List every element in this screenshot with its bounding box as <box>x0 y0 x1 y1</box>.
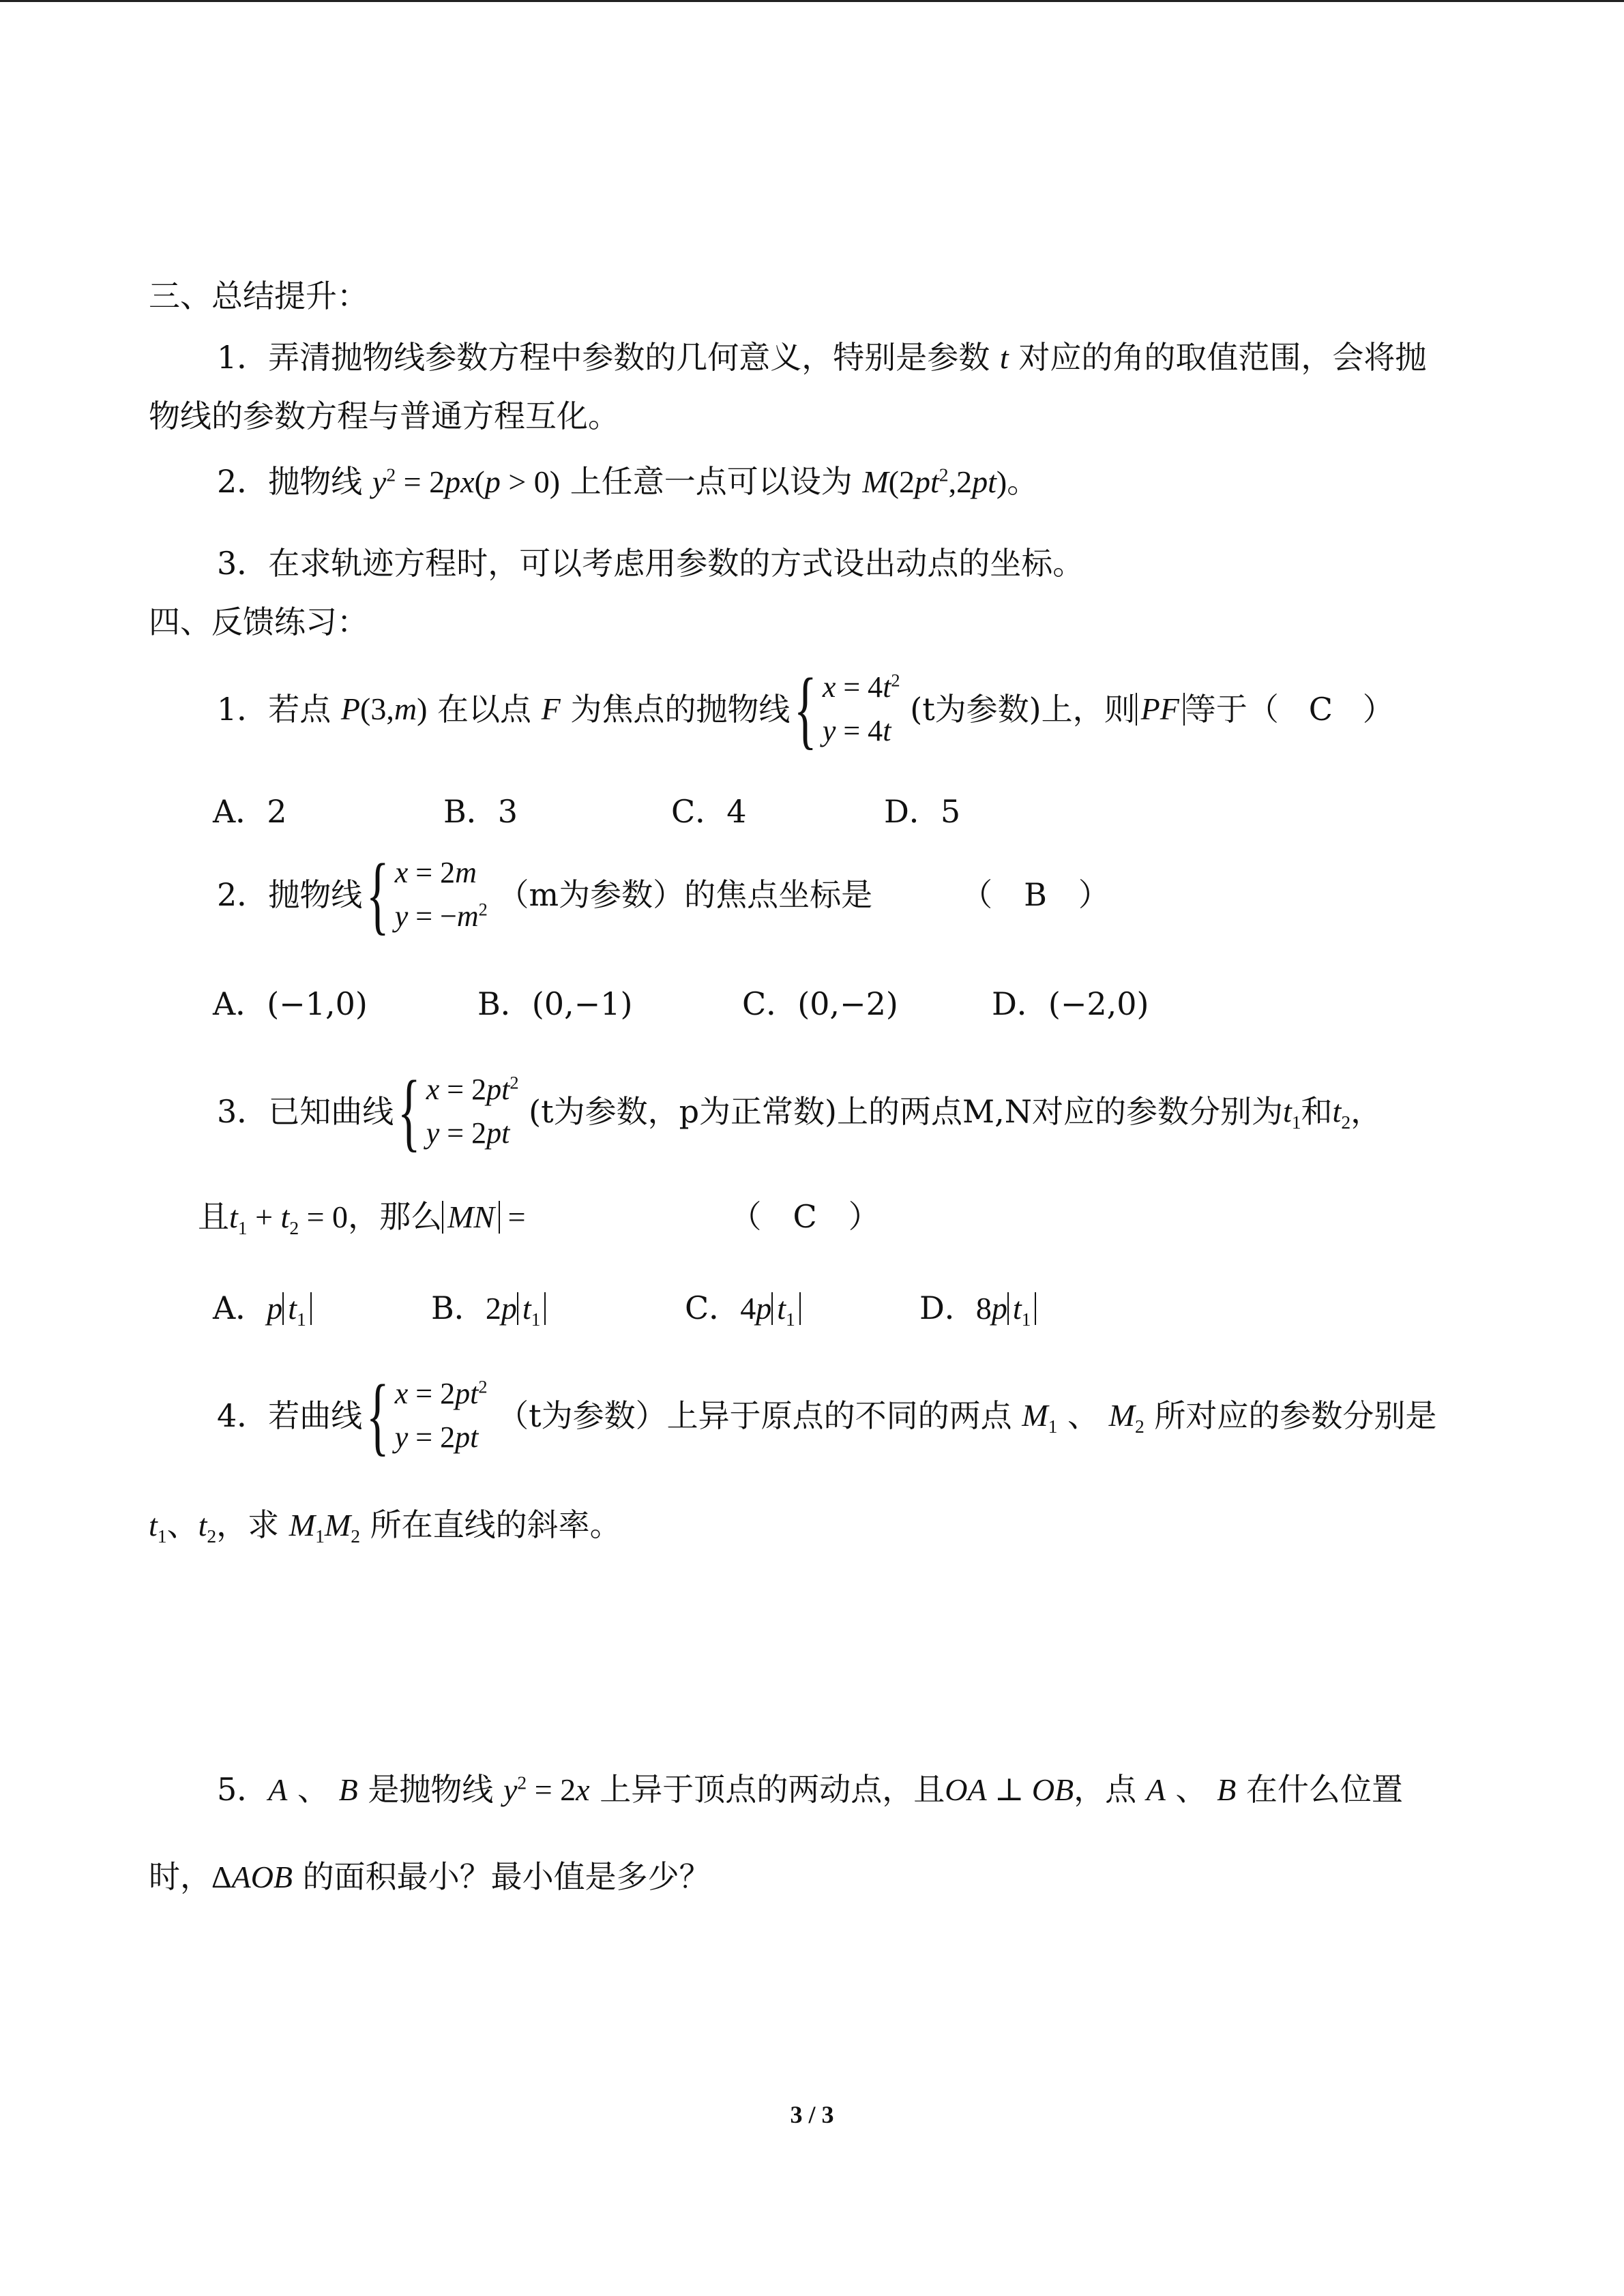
question-5-cont: 时，ΔAOB 的面积最小？最小值是多少？ <box>149 1858 711 1895</box>
q1-option-d: D．5 <box>884 793 961 830</box>
q3-option-d: D．8p $t_1$ <box>919 1287 1036 1329</box>
q1-answer: C <box>1308 691 1333 728</box>
q3-option-b: B．2p $t_1$ <box>431 1287 546 1329</box>
q2-option-b: B．(0,−1) <box>477 985 633 1022</box>
summary-item-1: 1．弄清抛物线参数方程中参数的几何意义，特别是参数 t 对应的角的取值范围，会将抛 <box>217 339 1427 376</box>
question-2: 2．抛物线 { x = 2m $y = -m^2$ （m为参数）的焦点坐标是 （ B ） <box>217 846 1110 943</box>
q3-option-c: C．4p $t_1$ <box>685 1287 801 1329</box>
q2-answer: （ B ） <box>961 876 1110 913</box>
q2-option-a: A．(−1,0) <box>213 985 368 1022</box>
section-4-heading: 四、反馈练习： <box>149 603 368 640</box>
q2-option-c: C．(0,−2) <box>742 985 898 1022</box>
q1-option-c: C．4 <box>671 793 747 830</box>
question-3-cont: 且$t_1 + t_2 = 0$，那么 MN = （ C ） <box>198 1198 880 1239</box>
q1-option-b: B．3 <box>443 793 518 830</box>
question-3: 3．已知曲线 { $x = 2pt^2$ y = 2pt (t为参数，p为正常数 )上的两点M,N对应的参数分别为 $t_1$ 和 $t_2$ ， <box>217 1063 1383 1160</box>
q3-answer: （ C ） <box>730 1198 880 1235</box>
question-1: 1．若点 P(3,m) 在以点 F 为焦点的抛物线 { $x = 4t^2$ y = 4t (t为参数) 上，则 PF 等于（ C ） <box>217 661 1394 758</box>
question-4-cont: $t_1$、$t_2$，求 $M_1M_2$ 所在直线的斜率。 <box>149 1506 621 1547</box>
summary-item-3: 3．在求轨迹方程时，可以考虑用参数的方式设出动点的坐标。 <box>217 545 1084 582</box>
q3-option-a: A．p $t_1$ <box>213 1287 312 1329</box>
page-number: 3 / 3 <box>790 2101 834 2128</box>
summary-item-2: 2．抛物线 $y^2 = 2px(p > 0)$ 上任意一点可以设为 $M(2pt^2,2pt)$。 <box>217 463 1039 500</box>
question-5: 5．A 、 B 是抛物线 $y^2 = 2x$ 上异于顶点的两动点，且OA ⊥ OB，点 A 、 B 在什么位置 <box>217 1771 1403 1808</box>
question-4: 4．若曲线 { $x = 2pt^2$ y = 2pt （t为参数）上异于原点的不同的两点 $M_1$ 、 $M_2$ 所对应的参数分别是 <box>217 1367 1437 1464</box>
top-border <box>0 0 1624 2</box>
summary-item-1-cont: 物线的参数方程与普通方程互化。 <box>149 398 619 434</box>
q1-option-a: A．2 <box>213 793 287 830</box>
q2-option-d: D．(−2,0) <box>992 985 1149 1022</box>
section-3-heading: 三、总结提升： <box>149 278 368 314</box>
